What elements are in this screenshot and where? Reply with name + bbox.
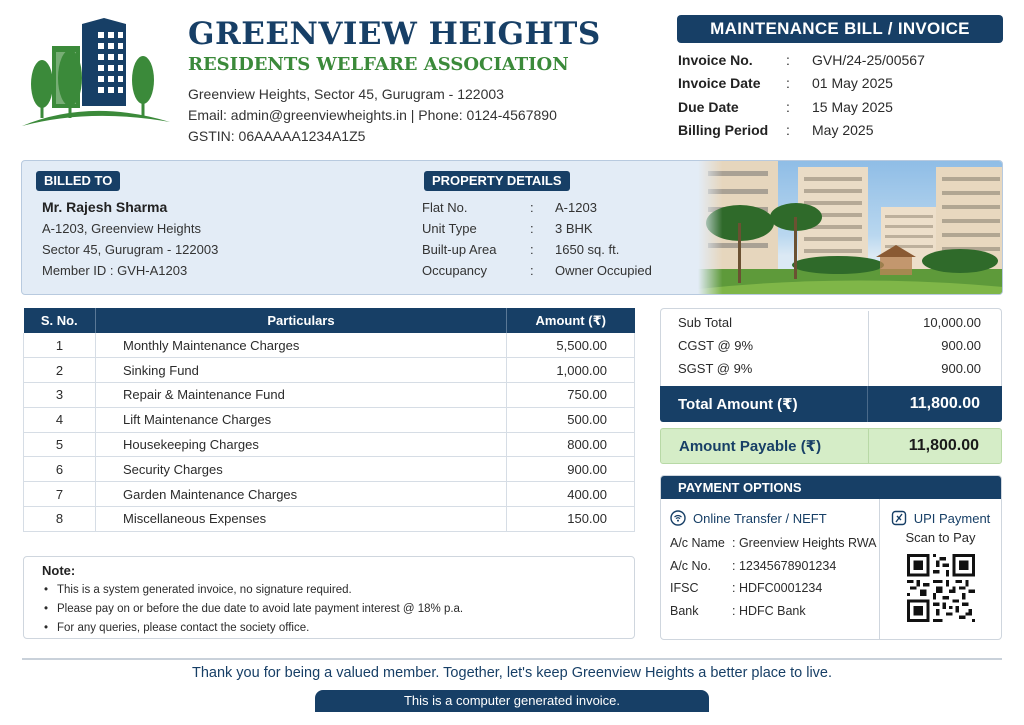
property-label: Occupancy [422, 263, 488, 278]
apartment-photo-icon [698, 161, 1003, 295]
table-row [24, 432, 635, 457]
meta-label: Invoice Date [678, 75, 761, 92]
online-transfer-title [670, 509, 879, 527]
payment-options-panel [660, 475, 1002, 640]
account-label: IFSC [670, 581, 699, 595]
upi-qr-code-icon[interactable] [907, 554, 975, 622]
table-row [24, 482, 635, 507]
invoice-number-row [678, 48, 1008, 72]
upi-section [880, 499, 1001, 640]
meta-sep: : [786, 51, 790, 68]
building-trees-logo-icon [20, 18, 170, 126]
property-sep: : [530, 200, 534, 215]
scan-to-pay-label: Scan to Pay [905, 530, 976, 545]
built-up-area: 1650 sq. ft. [555, 242, 620, 257]
note-item: • For any queries, please contact the society office. [42, 619, 634, 638]
table-row [24, 457, 635, 482]
apartment-complex-photo [698, 161, 1003, 295]
row-sno: 6 [24, 457, 96, 482]
totals-panel [660, 308, 1002, 464]
row-amount: 5,500.00 [507, 333, 635, 358]
row-sno: 5 [24, 432, 96, 457]
thank-you-message: Thank you for being a valued member. Together, let's keep Greenview Heights a better place to live. [191, 665, 833, 681]
row-sno: 3 [24, 383, 96, 408]
account-name: : Greenview Heights RWA [732, 536, 877, 550]
row-sno: 1 [24, 333, 96, 358]
row-particular: Garden Maintenance Charges [96, 482, 507, 507]
upi-label: UPI Payment [913, 510, 991, 526]
customer-name: Mr. Rajesh Sharma [42, 199, 168, 215]
row-amount: 400.00 [507, 482, 635, 507]
amount-payable-value: 11,800.00 [908, 437, 979, 454]
notes-title: Note: [42, 563, 76, 578]
meta-label: Due Date [678, 98, 739, 115]
payment-options-heading: PAYMENT OPTIONS [661, 476, 1001, 499]
meta-label: Invoice No. [678, 51, 753, 68]
total-amount-label: Total Amount (₹) [660, 386, 868, 422]
org-logo [20, 18, 170, 126]
row-particular: Sinking Fund [96, 358, 507, 383]
invoice-date-row [678, 72, 1008, 96]
due-date: 15 May 2025 [812, 98, 893, 115]
row-sno: 4 [24, 407, 96, 432]
org-header [188, 14, 601, 147]
row-particular: Security Charges [96, 457, 507, 482]
occupancy: Owner Occupied [555, 263, 652, 278]
table-row [24, 383, 635, 408]
row-amount: 800.00 [507, 432, 635, 457]
header-sno: S. No. [24, 308, 96, 333]
computer-generated-banner: This is a computer generated invoice. [315, 690, 709, 712]
account-name-row [670, 532, 879, 555]
invoice-title: MAINTENANCE BILL / INVOICE [677, 15, 1003, 43]
wifi-transfer-icon [670, 510, 686, 526]
note-item: • Please pay on or before the due date to avoid late payment interest @ 18% p.a. [42, 600, 634, 619]
notes-list [42, 581, 634, 638]
meta-label: Billing Period [678, 122, 769, 139]
subtotal-value: 10,000.00 [923, 315, 981, 330]
meta-sep: : [786, 75, 790, 92]
org-address: Greenview Heights, Sector 45, Gurugram - 122003 [188, 86, 504, 102]
billed-to-details [42, 197, 218, 281]
customer-address-line2: Sector 45, Gurugram - 122003 [42, 242, 219, 257]
row-sno: 2 [24, 358, 96, 383]
flat-number: A-1203 [555, 200, 597, 215]
property-row [422, 197, 652, 218]
online-transfer-label: Online Transfer / NEFT [693, 510, 827, 526]
billed-to-heading: BILLED TO [36, 171, 120, 191]
table-row [24, 407, 635, 432]
bank-name: : HDFC Bank [732, 603, 806, 618]
subtotal-box [660, 308, 1002, 386]
billing-period-row [678, 119, 1008, 143]
property-label: Flat No. [422, 200, 468, 215]
meta-sep: : [786, 98, 790, 115]
footer-divider [22, 658, 1002, 660]
bank-row [670, 600, 879, 623]
org-name: GREENVIEW HEIGHTS [188, 16, 601, 52]
org-contact: Email: admin@greenviewheights.in | Phone: 0124-4567890 [188, 107, 557, 123]
org-subtitle: RESIDENTS WELFARE ASSOCIATION [188, 54, 569, 75]
property-sep: : [530, 242, 534, 257]
table-header-row [24, 308, 635, 333]
property-label: Built-up Area [422, 242, 497, 257]
charges-table [23, 308, 635, 532]
billing-period: May 2025 [812, 122, 874, 139]
table-row [24, 507, 635, 532]
account-label: A/c Name [670, 536, 725, 550]
header-amount: Amount (₹) [507, 308, 635, 333]
row-amount: 1,000.00 [507, 358, 635, 383]
cgst-row [661, 334, 1001, 357]
subtotal-row [661, 311, 1001, 334]
due-date-row [678, 95, 1008, 119]
sgst-label: SGST @ 9% [661, 357, 869, 380]
bank-account-details [670, 532, 879, 622]
amount-payable-row [660, 428, 1002, 464]
total-amount-value: 11,800.00 [909, 395, 980, 412]
customer-address-line1: A-1203, Greenview Heights [42, 221, 201, 236]
invoice-meta [678, 48, 1008, 142]
property-row [422, 260, 652, 281]
ifsc-row [670, 577, 879, 600]
row-particular: Monthly Maintenance Charges [96, 333, 507, 358]
upi-title [880, 509, 1001, 527]
cgst-label: CGST @ 9% [661, 334, 869, 357]
property-details [422, 197, 652, 281]
unit-type: 3 BHK [555, 221, 593, 236]
sgst-row [661, 357, 1001, 380]
upi-icon [891, 510, 907, 526]
account-label: Bank [670, 603, 699, 618]
member-id: Member ID : GVH-A1203 [42, 263, 188, 278]
account-number: : 12345678901234 [732, 558, 837, 573]
property-details-heading: PROPERTY DETAILS [424, 171, 570, 191]
row-sno: 7 [24, 482, 96, 507]
ifsc-code: : HDFC0001234 [732, 581, 823, 595]
table-row [24, 333, 635, 358]
row-sno: 8 [24, 507, 96, 532]
invoice-number: GVH/24-25/00567 [812, 51, 925, 68]
property-row [422, 239, 652, 260]
property-sep: : [530, 263, 534, 278]
row-amount: 500.00 [507, 407, 635, 432]
account-number-row [670, 555, 879, 578]
org-gstin: GSTIN: 06AAAAA1234A1Z5 [188, 128, 366, 144]
account-label: A/c No. [670, 558, 711, 573]
property-sep: : [530, 221, 534, 236]
row-amount: 750.00 [507, 383, 635, 408]
property-label: Unit Type [422, 221, 477, 236]
header-particulars: Particulars [96, 308, 507, 333]
online-transfer-section [661, 499, 880, 640]
property-row [422, 218, 652, 239]
row-amount: 150.00 [507, 507, 635, 532]
row-particular: Lift Maintenance Charges [96, 407, 507, 432]
sgst-value: 900.00 [941, 361, 981, 376]
cgst-value: 900.00 [941, 338, 981, 353]
notes-box [23, 556, 635, 639]
row-particular: Miscellaneous Expenses [96, 507, 507, 532]
billing-panel [21, 160, 1003, 295]
row-amount: 900.00 [507, 457, 635, 482]
meta-sep: : [786, 122, 790, 139]
amount-payable-label: Amount Payable (₹) [661, 429, 869, 463]
total-amount-row [660, 386, 1002, 422]
table-row [24, 358, 635, 383]
note-item: • This is a system generated invoice, no signature required. [42, 581, 634, 600]
row-particular: Housekeeping Charges [96, 432, 507, 457]
subtotal-label: Sub Total [661, 311, 869, 334]
invoice-date: 01 May 2025 [812, 75, 893, 92]
row-particular: Repair & Maintenance Fund [96, 383, 507, 408]
